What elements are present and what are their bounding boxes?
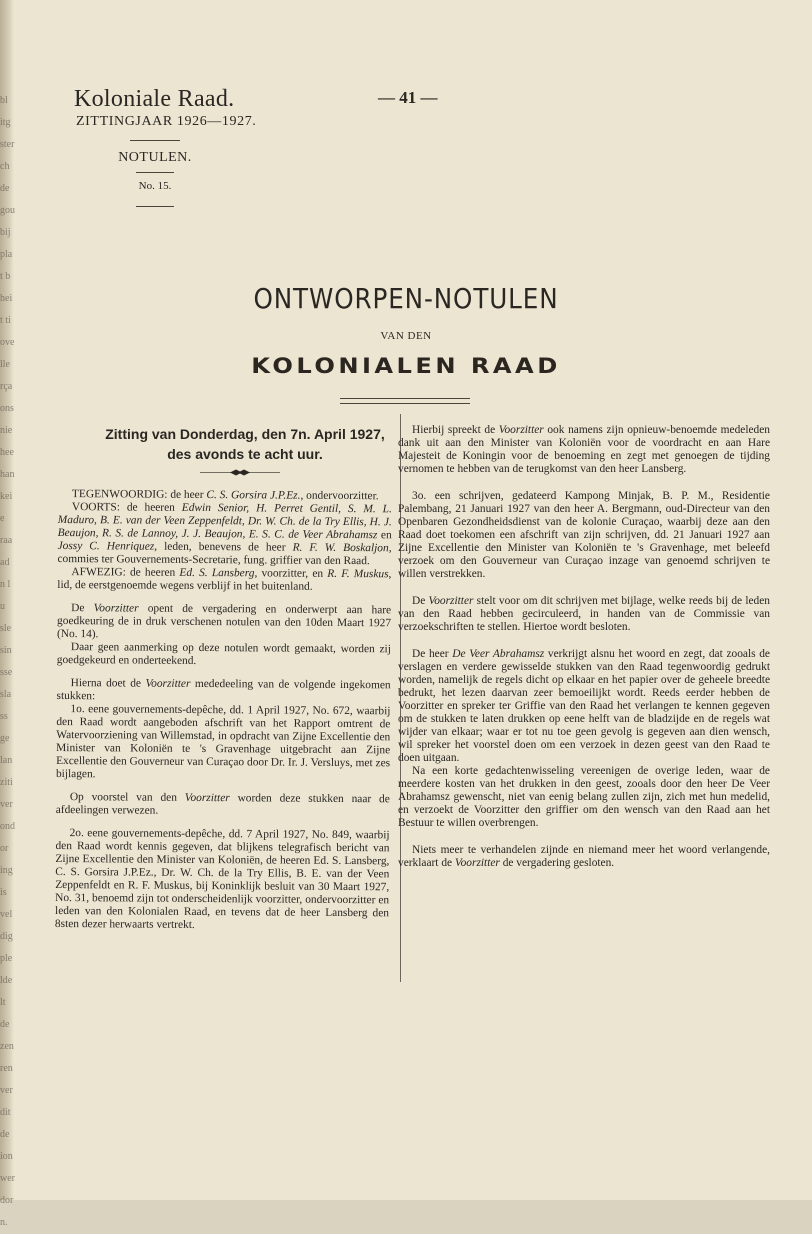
text-run: verkrijgt alsnu het woord en zegt, dat zooals de verslagen en verdere gewisselde stukken van den Raad tegenwoordig gedrukt worden, namelijk de regels dicht op elkaar en het papier over de geheele breedte bedrukt, het lezen daarvan zeer bemoeilijkt wordt. Reeds eerder hebben de Voorzitter en spreker ter Griffie van den Raad het verlangen te kennen gegeven om de stukken te laten drukken op eene helft van de bladzijde en de regels wat wijder van elkaar; waar er tot nu toe geen gevolg is gegeven aan dien wensch, wil spreker het voorstel doen om een verzoek in dezen geest van den Raad te doen uitgaan.: [398, 648, 770, 764]
page-number: — 41 —: [378, 88, 438, 107]
bleed-fragment: dit: [0, 1107, 11, 1118]
bleed-fragment: ster: [0, 139, 15, 150]
session-year: ZITTINGJAAR 1926—1927.: [76, 114, 257, 129]
header-rule: [130, 140, 180, 141]
text-run: , commies ter Gouvernements-Secretarie, fung. griffier van den Raad.: [57, 542, 392, 568]
text-run: De: [71, 602, 94, 615]
bleed-fragment: t ti: [0, 315, 11, 326]
text-run: en: [377, 529, 392, 542]
text-run: De: [412, 595, 429, 607]
bleed-fragment: sse: [0, 667, 13, 678]
text-run: , leden, benevens de heer: [154, 540, 293, 554]
bleed-fragment: gou: [0, 205, 15, 216]
text-run: de vergadering gesloten.: [499, 857, 615, 869]
person-name: Jossy C. Henriquez: [57, 539, 155, 553]
afwezig-paragraph: [57, 566, 391, 594]
aanmerking-paragraph: Daar geen aanmerking op deze notulen wordt gemaakt, worden zij goedgekeurd en onderteekend.: [56, 641, 391, 667]
issue-number: No. 15.: [138, 180, 172, 192]
title-double-rule: [340, 398, 470, 404]
de-veer-paragraph: [398, 648, 770, 765]
bleed-fragment: hei: [0, 293, 13, 304]
header-rule: [136, 172, 174, 173]
session-line-1: Zitting van Donderdag, den 7n. April 1927,: [105, 426, 385, 442]
person-name: R. F. W. Boskaljon: [292, 541, 389, 555]
bleed-fragment: t b: [0, 271, 11, 282]
person-name: Voorzitter: [184, 791, 230, 805]
bleed-fragment: ond: [0, 821, 15, 832]
text-run: Niets meer te verhandelen zijnde en niemand meer het woord verlangende, verklaart de: [398, 844, 770, 869]
text-run: , voorzitter, en: [254, 567, 328, 580]
bleed-fragment: zen: [0, 1041, 14, 1052]
item-2-paragraph: 2o. eene gouvernements-depêche, dd. 7 April 1927, No. 849, waarbij den Raad wordt kennis gegeven, dat blijkens telegrafisch bericht van Zijne Excellentie den Minister van Koloniën, de heeren Ed. S. Lansberg, C. S. Gorsira J.P.Ez., Dr. W. Ch. de la Try Ellis, B. E. van der Veen Zeppenfeldt en R. F. Muskus, bij Koninklijk besluit van 30 Maart 1927, No. 31, benoemd zijn tot onderscheidenlijk voorzitter, ondervoorzitter en leden van den Kolonialen Raad, en tevens dat de heer Lansberg den 8sten dezer herwaarts vertrekt.: [54, 827, 390, 931]
item-3-paragraph: 3o. een schrijven, gedateerd Kampong Minjak, B. P. M., Residentie Palembang, 21 Januari 1927 van den heer A. Bergmann, oud-Directeur van den Openbaren Gezondheidsdienst van de kolonie Curaçao, waarbij deze aan den Raad doet toekomen een afschrift van zijn schrijven, dd. 21 Januari 1927 aan Zijne Excellentie den Minister van Koloniën te 's Gravenhage, met beleefd verzoek om den Gouverneur van Curaçao inzage van genoemd schrijven te willen verstrekken.: [398, 490, 770, 580]
bleed-fragment: n l: [0, 579, 11, 590]
text-run: De heer: [412, 648, 453, 660]
bleed-fragment: wer: [0, 1173, 15, 1184]
bleed-fragment: lle: [0, 359, 10, 370]
bleed-fragment: vel: [0, 909, 13, 920]
margin-bleed-text: [0, 90, 20, 1234]
bleed-fragment: lde: [0, 975, 13, 986]
person-name: Voorzitter: [93, 602, 139, 615]
person-name: C. S. Gorsira J.P.Ez.: [206, 489, 301, 502]
bleed-fragment: sla: [0, 689, 12, 700]
text-run: stelt voor om dit schrijven met bijlage, welke reeds bij de leden van den Raad hebben gecirculeerd, in handen van de Commissie van verzoekschriften te stellen. Hiertoe wordt besloten.: [398, 595, 770, 633]
bleed-fragment: or: [0, 843, 9, 854]
bleed-fragment: dig: [0, 931, 13, 942]
bleed-fragment: rça: [0, 381, 13, 392]
text-run: Op voorstel van den: [69, 791, 185, 804]
bleed-fragment: u: [0, 601, 5, 612]
bleed-fragment: sle: [0, 623, 12, 634]
bleed-fragment: is: [0, 887, 7, 898]
bleed-fragment: ion: [0, 1151, 13, 1162]
hierbij-paragraph: [398, 424, 770, 476]
text-run: , lid, de eerstgenoemde wegens verblijf in het buitenland.: [57, 568, 392, 593]
text-run: opent de vergadering en onderwerpt aan hare goedkeuring de in druk verschenen notulen van den 10den Maart 1927 (No. 14).: [56, 602, 392, 641]
bleed-fragment: de: [0, 183, 10, 194]
bleed-fragment: ons: [0, 403, 14, 414]
person-name: Ed. S. Lansberg: [179, 566, 255, 580]
bleed-fragment: ch: [0, 161, 10, 172]
text-run: VOORTS: de heeren: [71, 501, 182, 514]
person-name: Voorzitter: [428, 595, 474, 607]
voorts-paragraph: [57, 501, 391, 568]
bleed-fragment: ren: [0, 1063, 13, 1074]
bleed-fragment: lt: [0, 997, 6, 1008]
header-rule: [136, 206, 174, 207]
bleed-fragment: ing: [0, 865, 13, 876]
bleed-fragment: ver: [0, 799, 13, 810]
left-column: [55, 488, 392, 933]
person-name: Voorzitter: [454, 857, 500, 869]
bleed-fragment: ziti: [0, 777, 13, 788]
person-name: R. F. Muskus: [327, 567, 389, 581]
bleed-fragment: raa: [0, 535, 13, 546]
session-heading: [100, 424, 390, 464]
bleed-fragment: ss: [0, 711, 8, 722]
bleed-fragment: ove: [0, 337, 15, 348]
notulen-heading: NOTULEN.: [118, 150, 192, 165]
bleed-fragment: n.: [0, 1217, 8, 1228]
title-van-den: VAN DEN: [380, 330, 432, 342]
person-name: Voorzitter: [498, 424, 544, 436]
voorzitter-opens-paragraph: [57, 602, 391, 643]
text-run: TEGENWOORDIG: de heer: [71, 488, 207, 502]
text-run: Hierbij spreekt de: [412, 424, 499, 436]
session-line-2: des avonds te acht uur.: [167, 446, 323, 462]
text-run: Hierna doet de: [70, 677, 146, 690]
ornament-divider: [200, 469, 280, 476]
bleed-fragment: ad: [0, 557, 10, 568]
bleed-fragment: hee: [0, 447, 14, 458]
bleed-fragment: sin: [0, 645, 12, 656]
bleed-fragment: pla: [0, 249, 13, 260]
council-title: Koloniale Raad.: [74, 86, 235, 112]
person-name: De Veer Abrahamsz: [452, 648, 545, 660]
hierna-paragraph: [56, 677, 390, 705]
bleed-fragment: de: [0, 1019, 10, 1030]
bleed-fragment: nie: [0, 425, 13, 436]
text-run: , ondervoorzitter.: [300, 489, 379, 503]
item-1-paragraph: 1o. eene gouvernements-depêche, dd. 1 April 1927, No. 672, waarbij den Raad wordt aangeboden afschrift van het Rapport omtrent de Watervoorziening van Willemstad, in opdracht van Zijne Excellentie den Minister van Koloniën te 's Gravenhage uitgebracht aan Zijne Excellentie den Gouverneur van Curaçao door Dr. Ir. J. Versluys, met zes bijlagen.: [55, 703, 391, 781]
bleed-fragment: ple: [0, 953, 13, 964]
na-een-paragraph: Na een korte gedachtenwisseling vereenigen de overige leden, waar de meerdere kosten van het drukken in den geest, zooals door den heer De Veer Abrahamsz gewenscht, niet van eenig belang zullen zijn, zich met hun medelid, en verzoekt de Voorzitter den griffier om den wensch van den Raad aan het Bestuur te willen overbrengen.: [398, 765, 770, 829]
right-column: [398, 424, 770, 870]
person-name: Voorzitter: [145, 677, 191, 690]
bleed-fragment: e: [0, 513, 5, 524]
bleed-fragment: kei: [0, 491, 13, 502]
stelt-voor-paragraph: [398, 595, 770, 634]
bleed-fragment: ge: [0, 733, 10, 744]
raad-title: KOLONIALEN RAAD: [251, 354, 561, 378]
text-run: ook namens zijn opnieuw-benoemde medeleden dank uit aan den Minister van Koloniën voor de voordracht en aan Hare Majesteit de Koningin voor de benoeming en zegt met genoegen de tijding vernomen te hebben van de terugkomst van den heer Lansberg.: [398, 424, 770, 475]
bleed-fragment: ver: [0, 1085, 13, 1096]
person-names: Edwin Senior, H. Perret Gentil, S. M. L. Maduro, B. E. van der Veen Zeppenfeldt, Dr. W. Ch. de la Try Ellis, H. J. Beaujon, R. S. de Lannoy, J. J. Beaujon, E. S. C. de Veer Abrahamsz: [57, 501, 392, 542]
bleed-fragment: dor: [0, 1195, 14, 1206]
main-title: ONTWORPEN-NOTULEN: [253, 282, 559, 315]
text-run: worden deze stukken naar de afdeelingen verwezen.: [55, 792, 390, 817]
op-voorstel-paragraph: [56, 791, 390, 819]
text-run: mededeeling van de volgende ingekomen stukken:: [56, 677, 391, 703]
bleed-fragment: bij: [0, 227, 11, 238]
bleed-fragment: bl: [0, 95, 8, 106]
text-run: AFWEZIG: de heeren: [71, 566, 180, 579]
niets-paragraph: [398, 844, 770, 870]
bleed-fragment: lan: [0, 755, 13, 766]
bleed-fragment: itg: [0, 117, 11, 128]
bleed-fragment: de: [0, 1129, 10, 1140]
bleed-fragment: han: [0, 469, 15, 480]
